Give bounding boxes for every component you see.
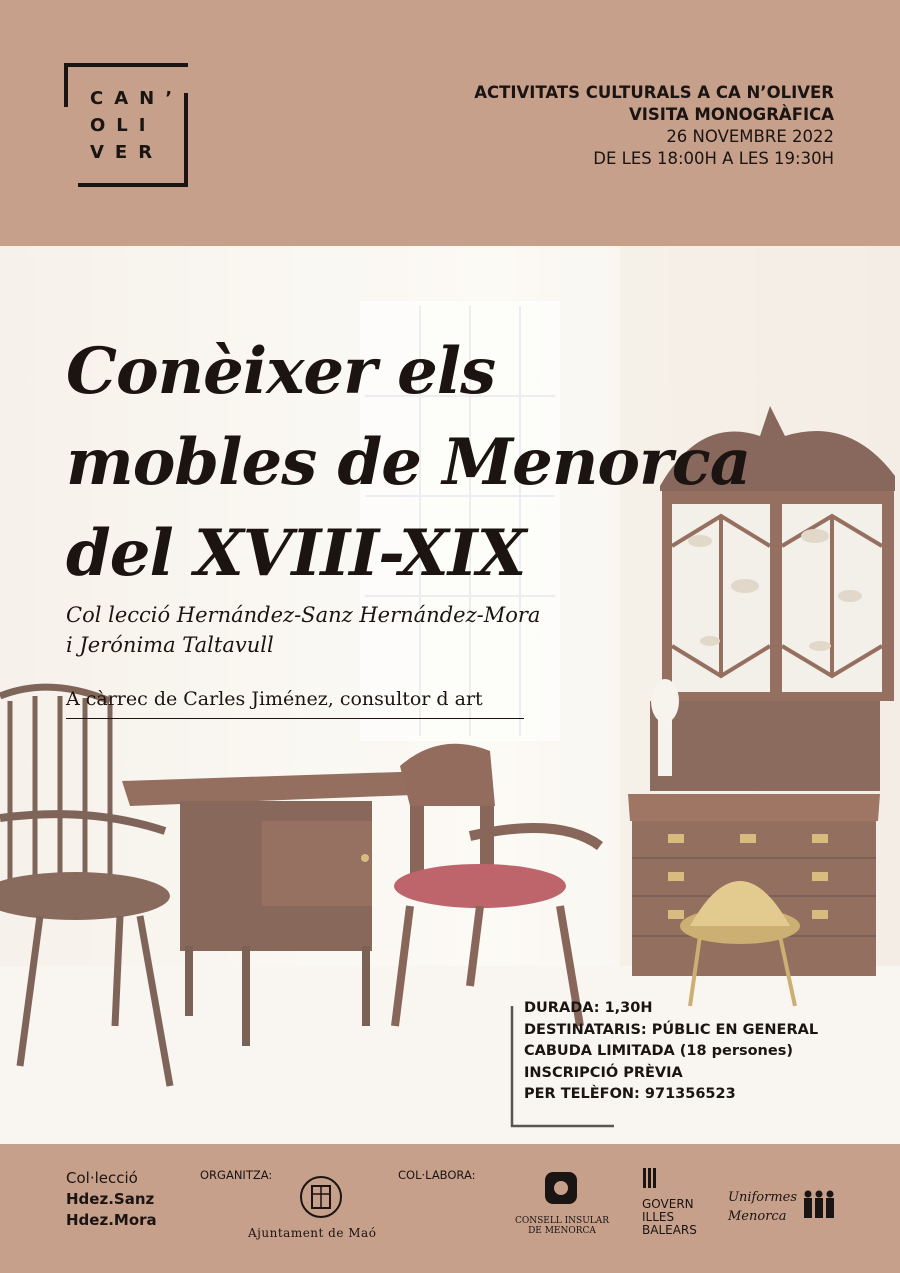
collabora-label: COL·LABORA: <box>398 1168 476 1182</box>
collection-logo <box>66 1168 157 1231</box>
uniformes-figures-icon <box>802 1190 836 1220</box>
govern-name <box>642 1198 697 1237</box>
uniformes-menorca-name <box>728 1188 797 1226</box>
title-line-2: mobles de Menorca <box>66 425 751 500</box>
ajuntament-crest-icon <box>298 1174 344 1220</box>
event-type: VISITA MONOGRÀFICA <box>628 105 834 124</box>
govern-stripes-icon <box>642 1168 658 1188</box>
event-details <box>474 82 834 170</box>
consell-insular-emblem-icon <box>541 1168 581 1208</box>
info-duration: DURADA: 1,30H <box>524 1000 653 1016</box>
title-line-1: Conèixer els <box>66 334 496 409</box>
uniformes-line-2: Menorca <box>728 1209 787 1224</box>
govern-line-1: GOVERN <box>642 1197 694 1211</box>
header-band <box>0 0 900 246</box>
govern-line-3: BALEARS <box>642 1223 697 1237</box>
ajuntament-name: Ajuntament de Maó <box>248 1226 377 1240</box>
event-series: ACTIVITATS CULTURALS A CA N’OLIVER <box>474 83 834 102</box>
uniformes-line-1: Uniformes <box>728 1190 798 1205</box>
collection-logo-line-2: Hdez.Sanz <box>66 1190 155 1208</box>
info-audience: DESTINATARIS: PÚBLIC EN GENERAL <box>524 1021 819 1038</box>
logo-line-1: CAN’ <box>90 88 184 109</box>
speaker-byline: A càrrec de Carles Jiménez, consultor d art <box>66 688 524 719</box>
consell-insular-name <box>512 1216 612 1236</box>
event-info <box>524 998 818 1106</box>
info-phone: PER TELÈFON: 971356523 <box>524 1086 736 1102</box>
event-date: 26 NOVEMBRE 2022 <box>666 127 834 146</box>
consell-line-1: CONSELL INSULAR <box>514 1216 610 1226</box>
can-oliver-logo <box>64 63 188 187</box>
collection-logo-line-3: Hdez.Mora <box>66 1211 157 1229</box>
logo-line-2: OLI <box>90 115 157 136</box>
info-registration: INSCRIPCIÓ PRÈVIA <box>524 1064 683 1081</box>
logo-line-3: VER <box>90 142 164 163</box>
info-capacity: CABUDA LIMITADA (18 persones) <box>524 1043 793 1059</box>
govern-line-2: ILLES <box>642 1210 675 1224</box>
event-title <box>66 326 750 599</box>
title-line-3: del XVIII-XIX <box>66 516 526 591</box>
consell-line-2: DE MENORCA <box>528 1226 596 1236</box>
event-time: DE LES 18:00H A LES 19:30H <box>593 149 834 168</box>
organitza-label: ORGANITZA: <box>200 1168 273 1182</box>
collection-name <box>66 600 540 660</box>
collection-logo-line-1: Col·lecció <box>66 1169 138 1187</box>
footer-band <box>0 1144 900 1273</box>
collection-line-1: Col lecció Hernández-Sanz Hernández-Mora <box>66 603 541 627</box>
collection-line-2: i Jerónima Taltavull <box>66 633 274 657</box>
